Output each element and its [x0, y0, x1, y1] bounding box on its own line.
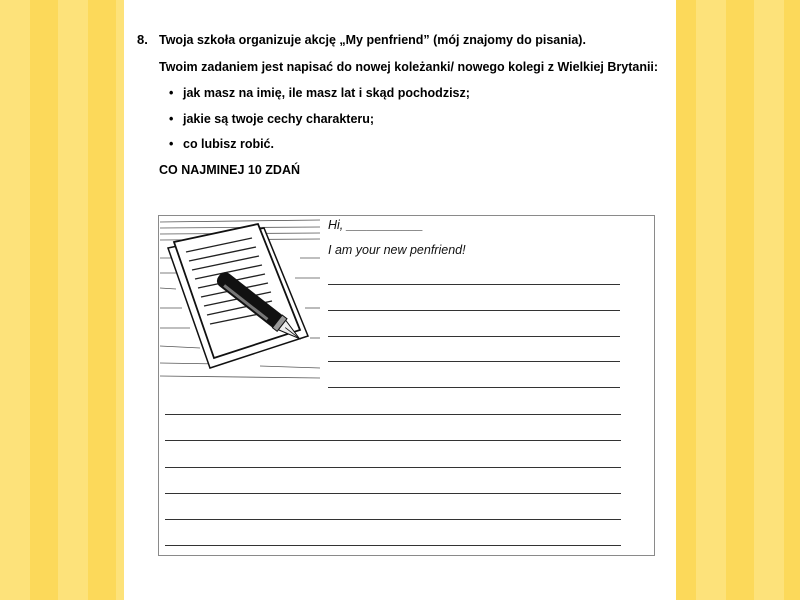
writing-line[interactable]: [328, 310, 620, 311]
sentence-requirement: CO NAJMINEJ 10 ZDAŃ: [159, 163, 300, 177]
letter-intro: I am your new penfriend!: [328, 243, 466, 257]
bullet-text: jakie są twoje cechy charakteru;: [183, 112, 375, 126]
bullet-item-1: [169, 86, 470, 100]
worksheet-page: [124, 0, 676, 600]
bullet-icon: •: [169, 137, 174, 151]
writing-line[interactable]: [165, 545, 621, 546]
paper-and-fountain-pen-icon: [160, 218, 320, 381]
writing-line[interactable]: [328, 284, 620, 285]
task-instruction: Twoja szkoła organizuje akcję „My penfriend” (mój znajomy do pisania).: [159, 33, 586, 47]
letter-greeting: Hi, ___________: [328, 218, 424, 232]
writing-line[interactable]: [165, 519, 621, 520]
writing-line[interactable]: [165, 440, 621, 441]
writing-line[interactable]: [165, 467, 621, 468]
bullet-text: co lubisz robić.: [183, 137, 274, 151]
task-description: Twoim zadaniem jest napisać do nowej koleżanki/ nowego kolegi z Wielkiej Brytanii:: [159, 60, 659, 74]
letter-writing-box: [158, 215, 655, 556]
writing-line[interactable]: [328, 336, 620, 337]
writing-line[interactable]: [328, 361, 620, 362]
bullet-icon: •: [169, 112, 174, 126]
bullet-text: jak masz na imię, ile masz lat i skąd pochodzisz;: [183, 86, 470, 100]
task-number: 8.: [137, 32, 148, 47]
bullet-item-3: [169, 137, 274, 151]
writing-line[interactable]: [165, 414, 621, 415]
writing-line[interactable]: [165, 493, 621, 494]
writing-line[interactable]: [328, 387, 620, 388]
bullet-item-2: [169, 112, 374, 126]
bullet-icon: •: [169, 86, 174, 100]
